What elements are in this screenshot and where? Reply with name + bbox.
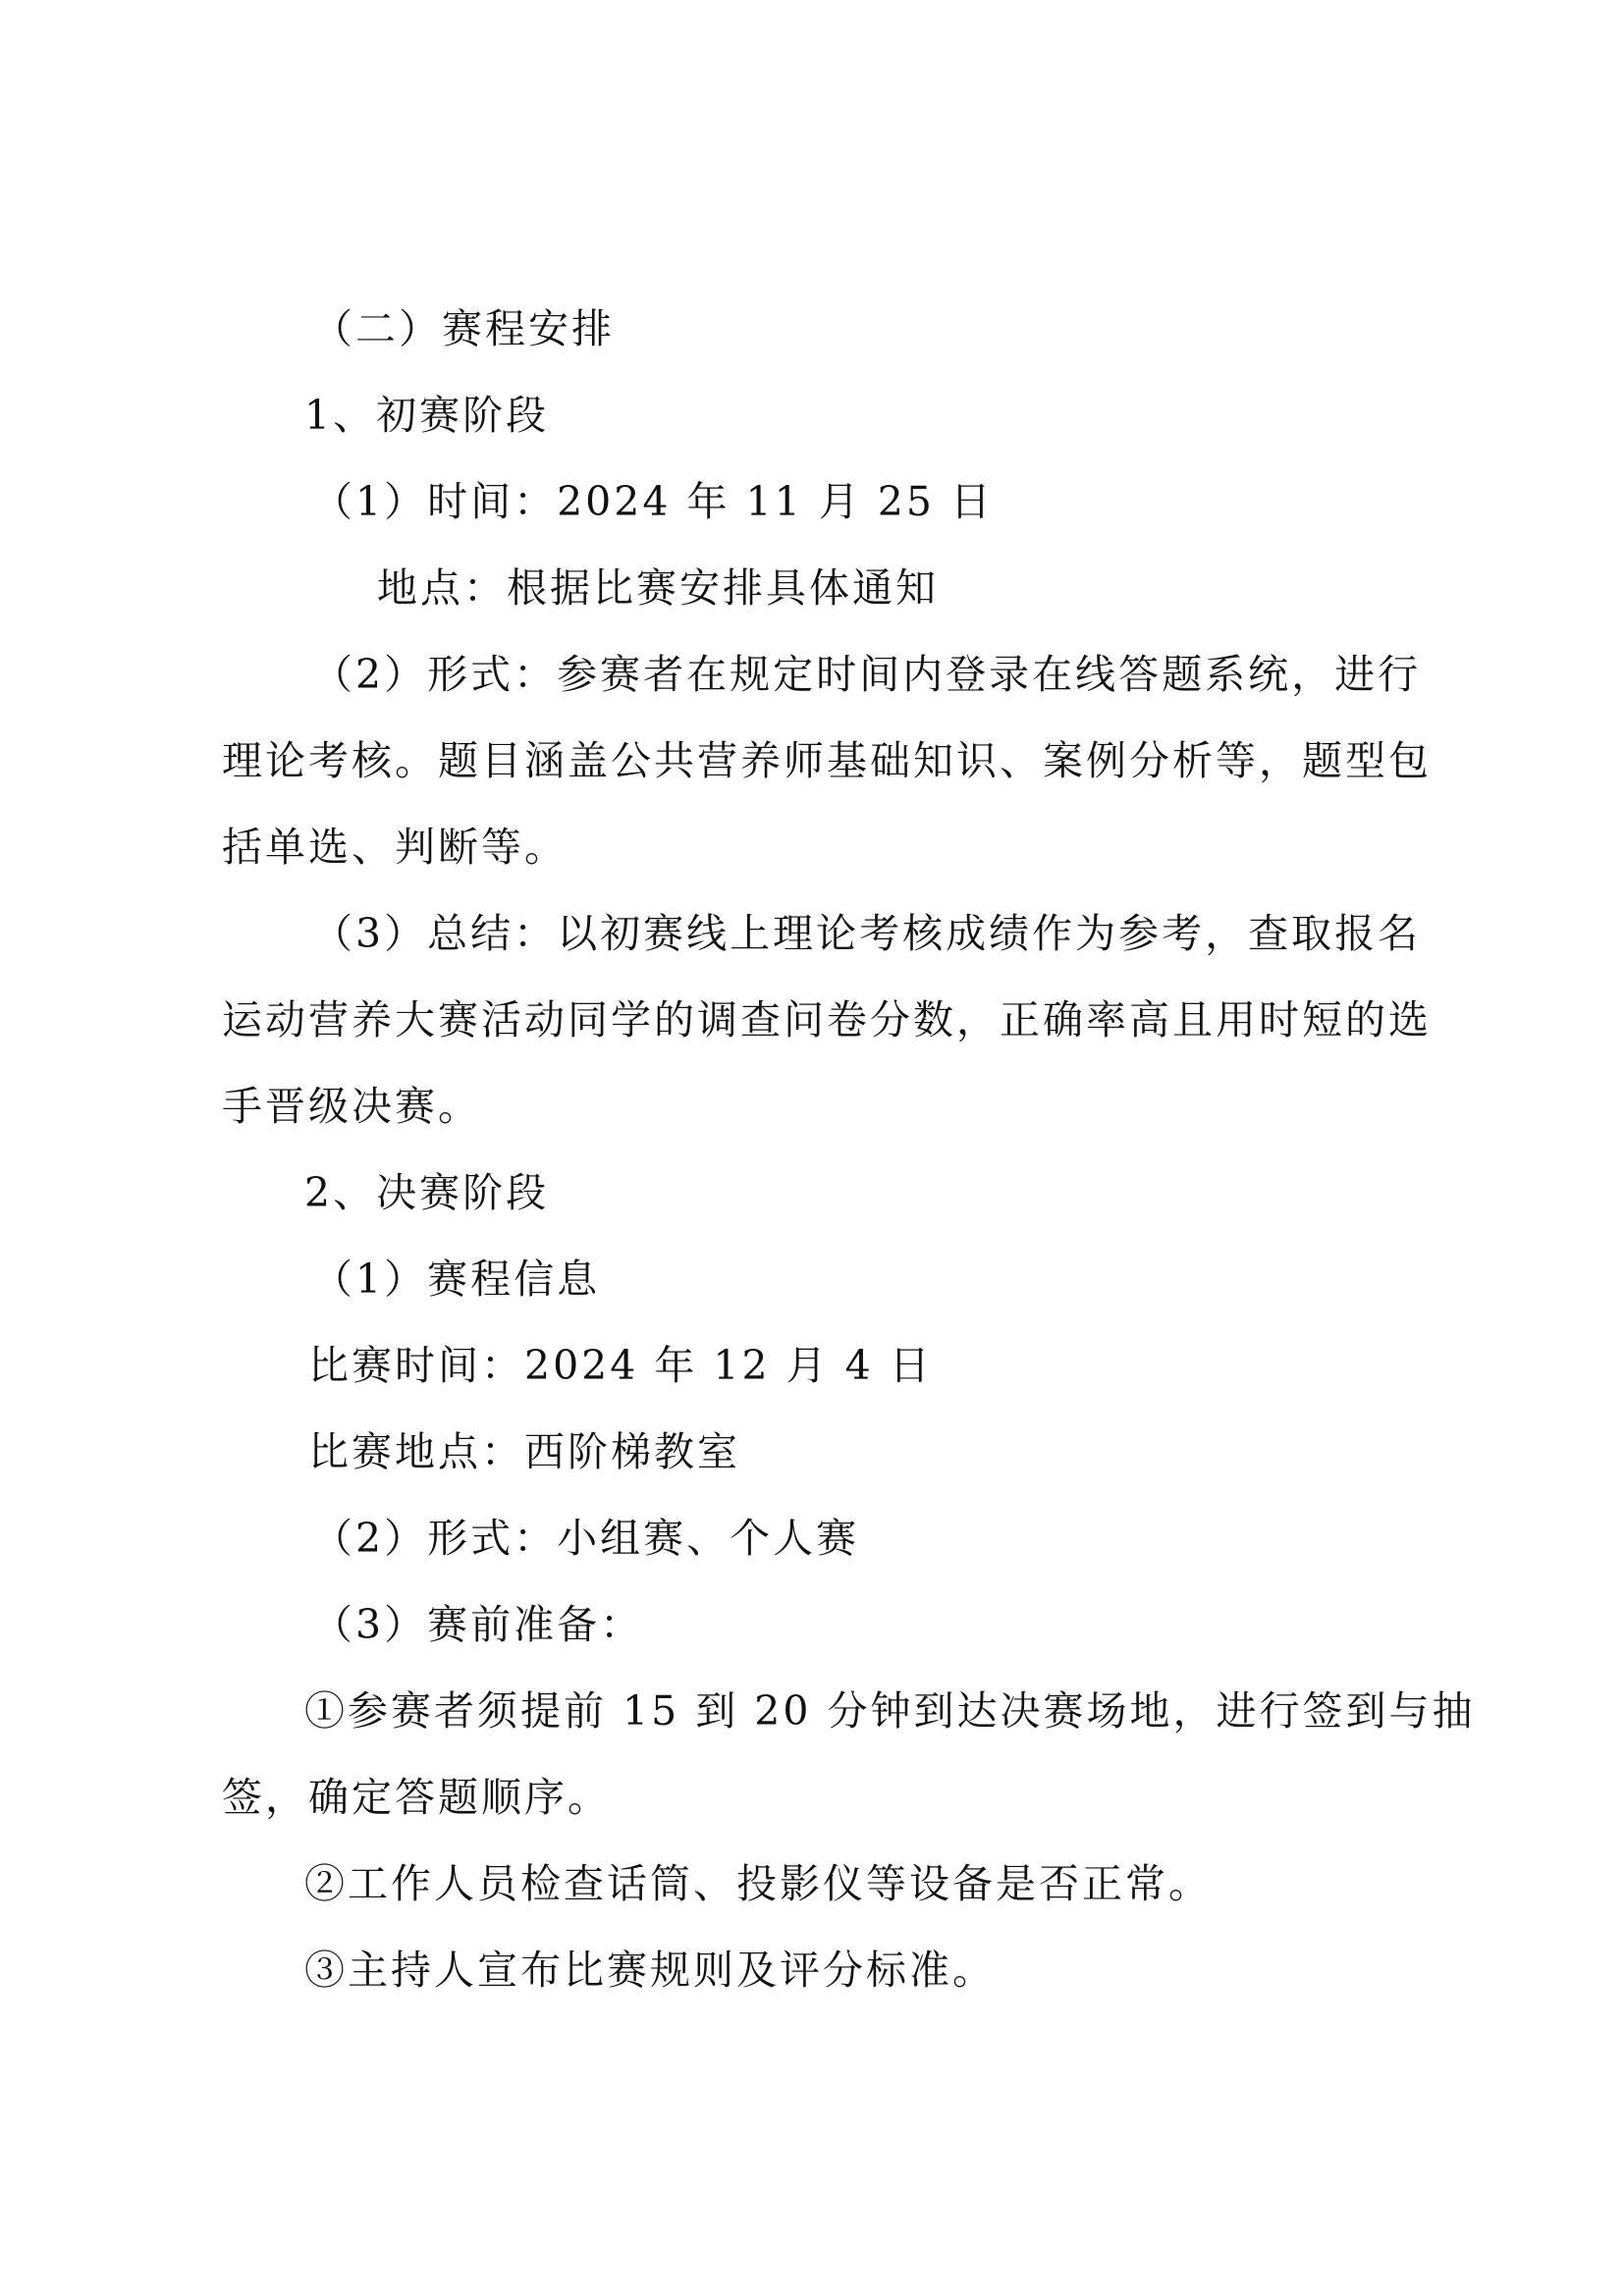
- stage1-location: 地点：根据比赛安排具体通知: [377, 564, 939, 612]
- stage1-format-line-3: 括单选、判断等。: [222, 824, 568, 871]
- stage1-summary-line-2: 运动营养大赛活动同学的调查问卷分数，正确率高且用时短的选: [222, 996, 1432, 1043]
- stage2-time: 比赛时间：2024 年 12 月 4 日: [308, 1342, 933, 1389]
- stage1-format-line-2: 理论考核。题目涵盖公共营养师基础知识、案例分析等，题型包: [222, 737, 1432, 784]
- stage1-summary-line-1: （3）总结：以初赛线上理论考核成绩作为参考，查取报名: [312, 910, 1422, 957]
- prep-item-2: ②工作人员检查话筒、投影仪等设备是否正常。: [304, 1860, 1212, 1907]
- stage2-heading: 2、决赛阶段: [304, 1169, 550, 1216]
- prep-item-3: ③主持人宣布比赛规则及评分标准。: [304, 1947, 996, 1994]
- stage2-location: 比赛地点：西阶梯教室: [308, 1428, 740, 1475]
- stage2-prep-heading: （3）赛前准备：: [312, 1601, 644, 1648]
- stage2-info-heading: （1）赛程信息: [312, 1255, 601, 1303]
- section-title: （二）赛程安排: [312, 305, 615, 352]
- prep-item-1-line-1: ①参赛者须提前 15 到 20 分钟到达决赛场地，进行签到与抽: [304, 1687, 1476, 1735]
- stage1-heading: 1、初赛阶段: [304, 392, 550, 439]
- stage2-format: （2）形式：小组赛、个人赛: [312, 1515, 860, 1562]
- stage1-time: （1）时间：2024 年 11 月 25 日: [312, 478, 994, 525]
- stage1-summary-line-3: 手晋级决赛。: [222, 1083, 481, 1130]
- stage1-format-line-1: （2）形式：参赛者在规定时间内登录在线答题系统，进行: [312, 651, 1422, 698]
- prep-item-1-line-2: 签，确定答题顺序。: [222, 1774, 611, 1821]
